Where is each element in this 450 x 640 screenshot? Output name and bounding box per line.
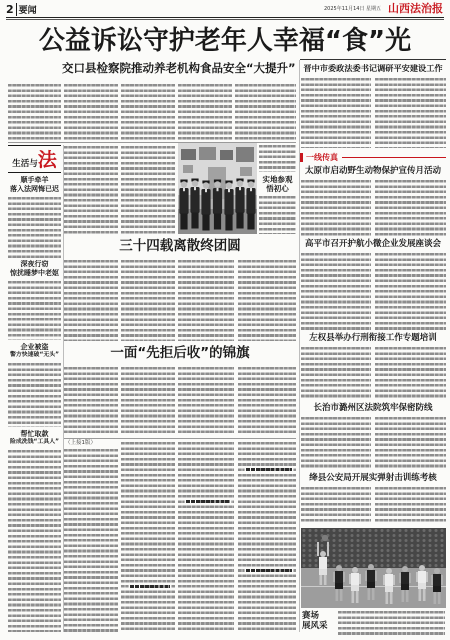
page-number: 2: [6, 3, 14, 16]
body-text: [301, 253, 371, 330]
body-text: [259, 196, 296, 234]
body-text: [375, 347, 446, 400]
column-item-heading: 警方快速破“无头”: [10, 351, 59, 358]
body-text: [8, 197, 61, 258]
body-text: [8, 84, 61, 140]
body-text: [301, 417, 371, 470]
body-text: [64, 84, 118, 140]
brief-headline: 左权县举办行刑衔接工作专题培训: [309, 333, 437, 343]
subhead-text: [246, 569, 292, 572]
body-text: [121, 146, 175, 236]
body-text: [8, 281, 61, 340]
right-top-headline: 晋中市委政法委书记调研平安建设工作: [303, 63, 443, 73]
subhead-text: [130, 585, 170, 588]
body-text: [121, 260, 175, 341]
brief-headline: 长治市潞州区法院筑牢保密防线: [313, 403, 433, 413]
section-name: 要闻: [16, 3, 37, 16]
body-text: [375, 78, 446, 148]
body-text: [64, 146, 118, 236]
header-rule-thin: [6, 19, 444, 20]
body-text: [375, 180, 446, 236]
lead-subheadline: 交口县检察院推动养老机构食品安全“大提升”: [62, 61, 296, 75]
continued-note: （上接1版）: [65, 440, 96, 446]
section-marker-icon: [300, 153, 303, 162]
basketball: [322, 535, 328, 541]
column-item-heading: 企业被盗: [20, 343, 49, 351]
section-label-rule: [342, 157, 446, 158]
photo-museum-visit: [178, 143, 257, 234]
section-label: 一线传真: [306, 152, 338, 162]
body-text: [8, 450, 61, 632]
brief-headline: 太原市启动野生动物保护宣传月活动: [304, 166, 441, 176]
reunion-headline: 三十四载离散终团圆: [119, 238, 241, 254]
column-rule: [299, 60, 300, 632]
body-text: [301, 180, 371, 236]
section-rule: [64, 438, 296, 439]
photo-caption-title: 展风采: [302, 621, 328, 631]
body-text: [301, 487, 371, 524]
body-text: [375, 417, 446, 470]
body-text: [121, 367, 175, 435]
column-item-heading: 帮忙取款: [20, 430, 49, 438]
subhead-text: [246, 468, 292, 471]
photo-caption-text: [338, 611, 445, 635]
body-text: [178, 84, 232, 140]
news-brief-section-header: [300, 152, 446, 163]
body-text: [178, 442, 234, 632]
lead-headline: 公益诉讼守护老年人幸福“食”光: [38, 26, 412, 56]
body-text: [238, 260, 296, 341]
masthead-logo: 山西法治报: [388, 2, 443, 15]
subhead-text: [186, 500, 230, 503]
body-text: [301, 347, 371, 400]
photo-news-title: 悟初心: [266, 184, 289, 193]
body-text: [375, 253, 446, 330]
page-header-left: [6, 3, 37, 16]
body-text: [375, 487, 446, 524]
brief-headline: 高平市召开护航小微企业发展座谈会: [304, 239, 441, 249]
column-title-emblem: 法: [37, 149, 57, 171]
body-text: [64, 260, 118, 341]
photo-basketball-game: [301, 528, 446, 608]
photo-news-title: 实地参观: [262, 175, 293, 184]
banner-headline: 一面“先拒后收”的锦旗: [110, 345, 250, 361]
body-text: [178, 367, 234, 435]
body-text: [259, 145, 296, 172]
issue-date: 2025年11月14日 星期五: [324, 6, 382, 12]
column-item-heading: 深夜行窃: [20, 260, 49, 268]
photo-caption-title: 赛场: [302, 611, 320, 621]
body-text: [64, 367, 118, 435]
header-rule: [6, 17, 444, 18]
body-text: [121, 84, 175, 140]
column-item-heading: 险成洗钱“工具人”: [10, 438, 59, 445]
body-text: [178, 260, 234, 341]
brief-headline: 绛县公安局开展实弹射击训练考核: [309, 473, 437, 483]
body-text: [235, 84, 296, 140]
column-item-heading: 顺手牵羊: [20, 176, 49, 184]
body-text: [121, 442, 175, 632]
column-item-heading: 惊扰睡梦中老妪: [10, 268, 59, 277]
body-text: [301, 78, 371, 148]
column-title-text: 生活与: [12, 158, 38, 169]
column-item-heading: 落入法网悔已迟: [10, 184, 59, 193]
body-text: [64, 449, 118, 632]
column-title-life-and-law: [8, 145, 61, 173]
right-column-rule: [300, 59, 446, 60]
body-text: [238, 367, 296, 435]
body-text: [8, 363, 61, 427]
